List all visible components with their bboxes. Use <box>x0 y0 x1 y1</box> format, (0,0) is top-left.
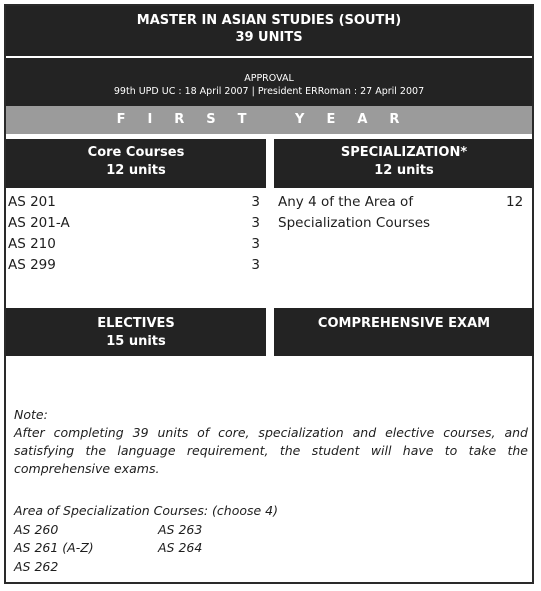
areas-column-2 <box>158 521 202 558</box>
core-courses-title: Core Courses <box>87 145 185 160</box>
specialization-title: SPECIALIZATION* <box>340 145 468 160</box>
approval-label: APPROVAL <box>244 73 294 84</box>
course-units: 3 <box>251 257 260 273</box>
note-label: Note: <box>14 407 48 422</box>
note-block <box>14 406 528 478</box>
course-units: 3 <box>251 215 260 231</box>
list-item: AS 260 <box>14 521 59 537</box>
core-courses-units: 12 units <box>106 163 166 178</box>
specialization-box <box>274 139 534 188</box>
core-courses-box <box>6 139 266 188</box>
course-code: AS 201 <box>8 194 56 210</box>
year-banner: FIRST YEAR <box>6 106 532 134</box>
course-code: AS 210 <box>8 236 56 252</box>
specialization-description <box>278 192 458 234</box>
specialization-line-2: Specialization Courses <box>278 215 431 231</box>
list-item: AS 264 <box>158 540 203 555</box>
specialization-units: 12 units <box>374 163 434 178</box>
program-total-units: 39 UNITS <box>235 30 303 45</box>
list-item <box>8 234 260 255</box>
course-code: AS 299 <box>8 257 56 273</box>
approval-details: 99th UPD UC : 18 April 2007 | President ERRoman : 27 April 2007 <box>113 86 425 97</box>
list-item <box>8 255 260 276</box>
course-units: 3 <box>251 194 260 210</box>
list-item <box>8 213 260 234</box>
list-item <box>8 192 260 213</box>
list-item: AS 263 <box>158 521 203 537</box>
electives-box <box>6 308 266 356</box>
areas-heading: Area of Specialization Courses: (choose 4) <box>14 503 278 518</box>
program-title: MASTER IN ASIAN STUDIES (SOUTH) <box>136 13 402 28</box>
areas-column-1 <box>14 521 94 577</box>
electives-title: ELECTIVES <box>97 316 175 331</box>
course-units: 3 <box>251 236 260 252</box>
course-code: AS 201-A <box>8 215 70 231</box>
specialization-item-units: 12 <box>506 194 524 210</box>
curriculum-frame <box>4 4 534 584</box>
specialization-areas <box>14 502 278 577</box>
comprehensive-exam-box <box>274 308 534 356</box>
program-header <box>6 6 532 56</box>
note-body: After completing 39 units of core, specialization and elective courses, and satisfying the language requirement, the student will have to take the comprehensive exams. <box>14 425 528 476</box>
list-item: AS 262 <box>14 558 59 574</box>
core-course-list <box>8 192 260 276</box>
comprehensive-exam-title: COMPREHENSIVE EXAM <box>317 316 491 331</box>
electives-units: 15 units <box>106 334 166 349</box>
approval-block <box>6 58 532 106</box>
list-item: AS 261 (A-Z) <box>14 540 94 555</box>
specialization-line-1: Any 4 of the Area of <box>278 194 414 210</box>
